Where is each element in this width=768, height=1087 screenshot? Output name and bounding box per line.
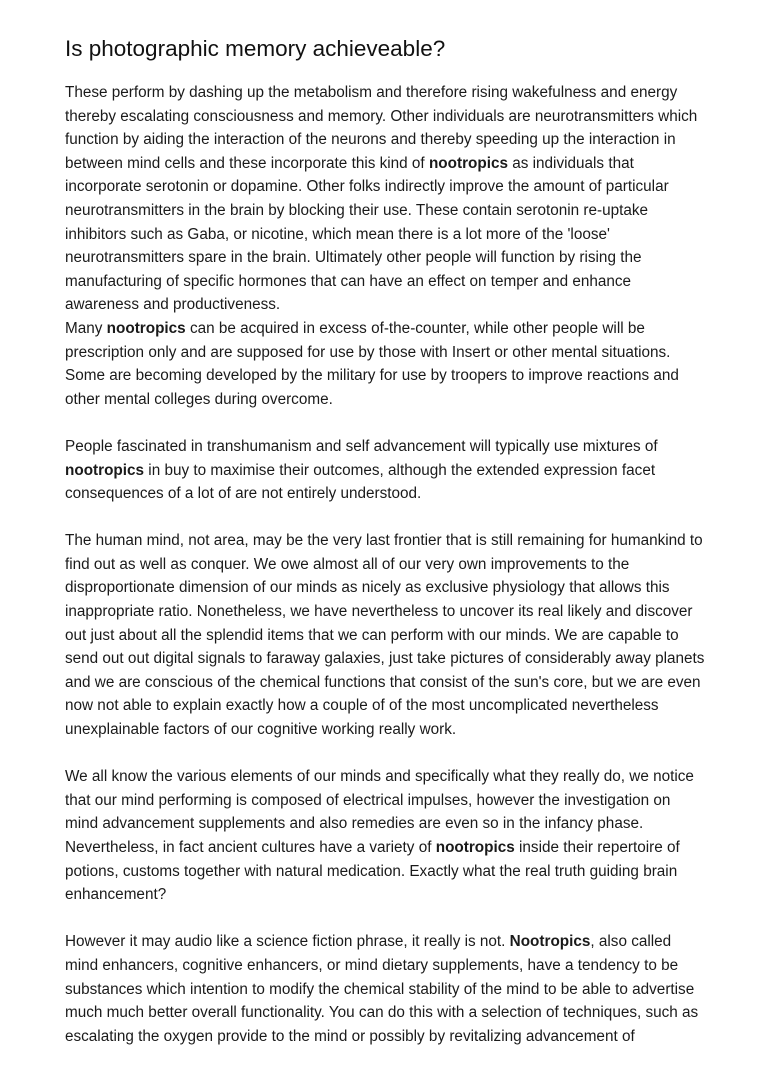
paragraph-1 <box>65 81 706 317</box>
paragraph-text: We all know the various elements of our minds and specifically what they really do, we notice that our mind performing is composed of electrical impulses, however the investigation on mind advancement supplements and also remedies are even so in the infancy phase. Nevertheless, in fact ancient cultures have a variety of <box>65 768 694 856</box>
bold-keyword: nootropics <box>106 319 186 337</box>
bold-keyword: nootropics <box>65 461 145 479</box>
paragraph-text: in buy to maximise their outcomes, although the extended expression facet consequences of a lot of are not entirely understood. <box>65 461 656 503</box>
paragraph-text: as individuals that incorporate serotonin or dopamine. Other folks indirectly improve the amount of particular neurotransmitters in the brain by blocking their use. These contain serotonin re-uptake inhibitors such as Gaba, or nicotine, which mean there is a lot more of the 'loose' neurotransmitters spare in the brain. Ultimately other people will function by rising the manufacturing of specific hormones that can have an effect on temper and enhance awareness and productiveness. <box>65 154 669 314</box>
paragraph-6 <box>65 930 706 1048</box>
paragraph-text: Many <box>65 319 107 337</box>
bold-keyword: nootropics <box>428 154 508 172</box>
paragraph-4 <box>65 529 706 741</box>
page-title: Is photographic memory achieveable? <box>65 36 446 61</box>
paragraph-text: The human mind, not area, may be the very last frontier that is still remaining for humankind to find out as well as conquer. We owe almost all of our very own improvements to the disproportionate dimension of our minds as nicely as exclusive physiology that allows this inappropriate ratio. Nonetheless, we have nevertheless to uncover its real likely and discover out just about all the splendid items that we can perform with our minds. We are capable to send out out digital signals to faraway galaxies, just take pictures of considerably away planets and we are conscious of the chemical functions that consist of the sun's core, but we are even now not able to explain exactly how a couple of of the most uncomplicated nevertheless unexplainable factors of our cognitive working really work. <box>65 532 705 739</box>
paragraph-text: can be acquired in excess of-the-counter, while other people will be prescription only and are supposed for use by those with Insert or other mental situations. Some are becoming developed by the military for use by troopers to improve reactions and other mental colleges during overcome. <box>65 319 679 408</box>
bold-keyword: Nootropics <box>509 933 591 951</box>
paragraph-5 <box>65 765 706 907</box>
paragraph-text: However it may audio like a science fiction phrase, it really is not. <box>65 933 510 951</box>
paragraph-3 <box>65 435 706 506</box>
paragraph-text: These perform by dashing up the metabolism and therefore rising wakefulness and energy thereby escalating consciousness and memory. Other individuals are neurotransmitters which function by aiding the interaction of the neurons and thereby speeding up the interaction in between mind cells and these incorporate this kind of <box>65 84 698 172</box>
bold-keyword: nootropics <box>435 839 515 856</box>
paragraph-text: , also called mind enhancers, cognitive enhancers, or mind dietary supplements, have a tendency to be substances which intention to modify the chemical stability of the mind to be able to advertise much much better overall functionality. You can do this with a selection of techniques, such as escalating the oxygen provide to the mind or possibly by revitalizing advancement of <box>65 933 699 1045</box>
paragraph-2 <box>65 317 706 411</box>
paragraph-text: People fascinated in transhumanism and self advancement will typically use mixtures of <box>65 437 658 455</box>
paragraph-text: inside their repertoire of potions, customs together with natural medication. Exactly what the real truth guiding brain enhancement? <box>65 839 680 904</box>
